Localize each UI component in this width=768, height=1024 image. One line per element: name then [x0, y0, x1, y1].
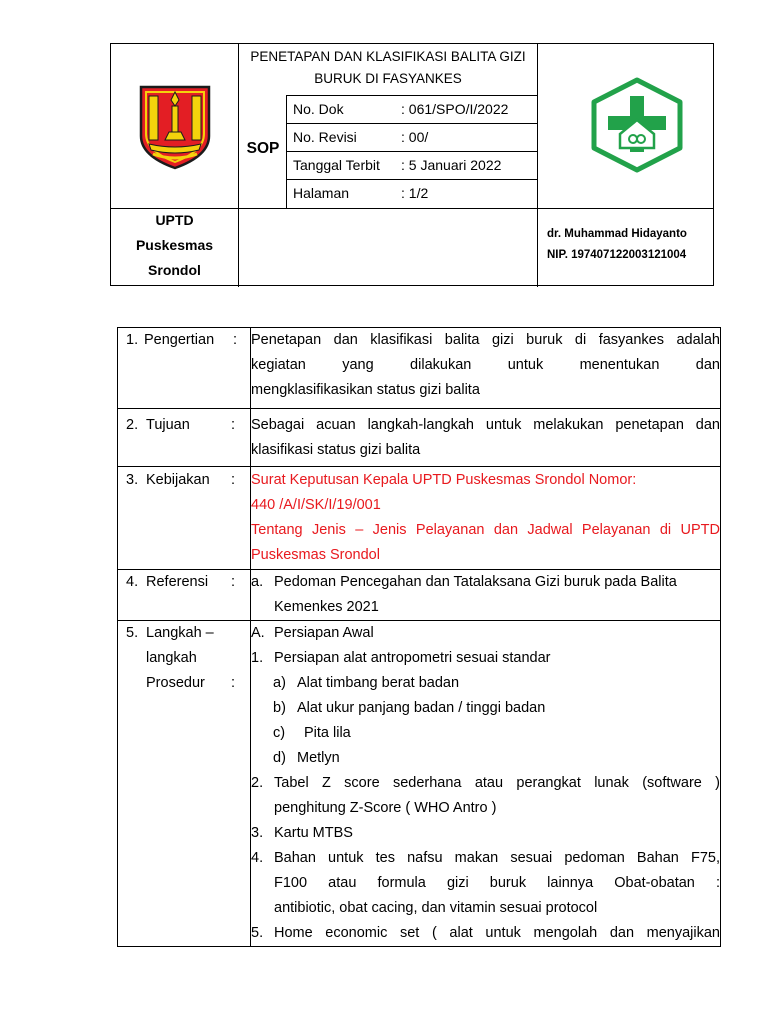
- meta-row-halaman: [287, 179, 537, 207]
- section-number: 2.: [126, 417, 139, 433]
- table-row: [118, 409, 721, 467]
- org-line: UPTD: [155, 212, 194, 228]
- sub-list-item: [251, 671, 720, 696]
- section-colon: :: [231, 574, 236, 590]
- text-line: Bahan untuk tes nafsu makan sesuai pedoman Bahan F75,: [274, 850, 720, 866]
- table-row: [118, 328, 721, 409]
- city-crest-icon: [137, 84, 213, 170]
- section-label: [118, 671, 250, 696]
- list-marker: c): [273, 725, 286, 741]
- section-label: [118, 468, 250, 493]
- section-title: Langkah –: [146, 625, 214, 641]
- list-text: Pita lila: [304, 725, 351, 741]
- list-marker: b): [273, 700, 286, 716]
- list-text: Metlyn: [297, 750, 340, 766]
- org-line: Puskesmas: [135, 237, 214, 253]
- text-line: Surat Keputusan Kepala UPTD Puskesmas Srondol Nomor:: [251, 472, 637, 488]
- section-label: [118, 570, 250, 595]
- list-text: Home economic set ( alat untuk mengolah dan menyajikan: [274, 925, 720, 941]
- text-line: Penetapan dan klasifikasi balita gizi buruk di fasyankes adalah: [251, 332, 720, 348]
- section-title: Tujuan: [146, 417, 190, 433]
- text-line: antibiotic, obat cacing, dan vitamin sesuai protocol: [274, 900, 598, 916]
- list-marker: 2.: [251, 775, 264, 791]
- sub-list-item: [251, 746, 720, 771]
- section-number: 3.: [126, 472, 139, 488]
- section-title: Prosedur: [146, 675, 205, 691]
- section-label-cell: [118, 328, 251, 409]
- meta-value: : 061/SPO/I/2022: [401, 101, 509, 117]
- section-body: [251, 621, 721, 947]
- meta-value: : 5 Januari 2022: [401, 157, 502, 173]
- text-line: Puskesmas Srondol: [251, 547, 380, 563]
- meta-key: Halaman: [293, 185, 350, 201]
- list-text: Alat timbang berat badan: [297, 675, 460, 691]
- text-line: Sebagai acuan langkah-langkah untuk melakukan penetapan dan: [251, 417, 720, 433]
- list-marker: a): [273, 675, 286, 691]
- section-body: [251, 409, 721, 467]
- list-heading: [251, 621, 720, 646]
- section-title: Kebijakan: [146, 472, 210, 488]
- meta-key: No. Revisi: [293, 129, 357, 145]
- section-colon: :: [233, 332, 238, 348]
- list-marker: A.: [251, 625, 265, 641]
- text-line: mengklasifikasikan status gizi balita: [251, 382, 480, 398]
- table-row: [118, 570, 721, 621]
- text-line: klasifikasi status gizi balita: [251, 442, 421, 458]
- table-row: [118, 467, 721, 570]
- section-label-cell: [118, 467, 251, 570]
- list-text: [274, 570, 720, 620]
- puskesmas-cross-icon: [584, 76, 690, 174]
- meta-key: No. Dok: [293, 101, 344, 117]
- list-item: [251, 570, 720, 620]
- list-text: Alat ukur panjang badan / tinggi badan: [297, 700, 546, 716]
- text-line: Tabel Z score sederhana atau perangkat lunak (software ): [274, 775, 720, 791]
- table-row: [118, 621, 721, 947]
- text-line: 440 /A/I/SK/I/19/001: [251, 497, 381, 513]
- list-marker: d): [273, 750, 286, 766]
- document-header: [110, 43, 714, 286]
- section-colon: :: [231, 675, 236, 691]
- list-marker: 1.: [251, 650, 264, 666]
- section-label: [118, 328, 250, 353]
- sub-list-item: [251, 721, 720, 746]
- meta-row-no-revisi: [287, 123, 537, 151]
- list-text: [274, 846, 720, 921]
- signatory-nip: NIP. 197407122003121004: [547, 249, 687, 261]
- section-label-cell: [118, 570, 251, 621]
- list-marker: 4.: [251, 850, 264, 866]
- org-line: Srondol: [148, 262, 201, 278]
- list-item: [251, 771, 720, 821]
- section-number: 5.: [126, 625, 139, 641]
- signatory-name: dr. Muhammad Hidayanto: [547, 228, 687, 240]
- text-line: Tentang Jenis – Jenis Pelayanan dan Jadwal Pelayanan di UPTD: [251, 522, 720, 538]
- section-body: [251, 467, 721, 570]
- section-body: [251, 570, 721, 621]
- divider: [537, 44, 538, 287]
- meta-row-no-dok: [287, 95, 537, 123]
- section-number: 4.: [126, 574, 139, 590]
- section-label-cell: [118, 409, 251, 467]
- meta-key: Tanggal Terbit: [293, 157, 380, 173]
- meta-value: : 00/: [401, 129, 429, 145]
- sop-content-table: [117, 327, 721, 947]
- meta-value: : 1/2: [401, 185, 429, 201]
- section-label: [118, 646, 250, 671]
- list-marker: 5.: [251, 925, 264, 941]
- list-item: [251, 821, 720, 846]
- list-marker: a.: [251, 574, 264, 590]
- text-line: penghitung Z-Score ( WHO Antro ): [274, 800, 497, 816]
- list-text: Persiapan alat antropometri sesuai standar: [274, 650, 551, 666]
- section-label-cell: [118, 621, 251, 947]
- section-label: [118, 413, 250, 438]
- list-text: Kartu MTBS: [274, 825, 353, 841]
- section-title: Pengertian: [144, 332, 215, 348]
- list-marker: 3.: [251, 825, 264, 841]
- text-line: F100 atau formula gizi buruk lainnya Obat-obatan :: [274, 875, 720, 891]
- sub-list-item: [251, 696, 720, 721]
- text-line: Pedoman Pencegahan dan Tatalaksana Gizi buruk pada Balita: [274, 574, 677, 590]
- document-title: PENETAPAN DAN KLASIFIKASI BALITA GIZI BURUK DI FASYANKES: [250, 49, 526, 86]
- sop-label: SOP: [246, 140, 280, 157]
- list-item: [251, 646, 720, 671]
- list-text: Persiapan Awal: [274, 625, 374, 641]
- meta-row-tanggal-terbit: [287, 151, 537, 179]
- section-label: [118, 621, 250, 646]
- section-number: 1.: [126, 332, 139, 348]
- section-title: langkah: [146, 650, 197, 666]
- section-colon: :: [231, 417, 236, 433]
- text-line: kegiatan yang dilakukan untuk menentukan dan: [251, 357, 720, 373]
- section-body: [251, 328, 721, 409]
- list-text: [274, 771, 720, 821]
- section-colon: :: [231, 472, 236, 488]
- list-item: [251, 846, 720, 921]
- section-title: Referensi: [146, 574, 209, 590]
- organization-name: [111, 208, 238, 283]
- signatory: [547, 224, 713, 266]
- text-line: Kemenkes 2021: [274, 599, 379, 615]
- list-item: [251, 921, 720, 946]
